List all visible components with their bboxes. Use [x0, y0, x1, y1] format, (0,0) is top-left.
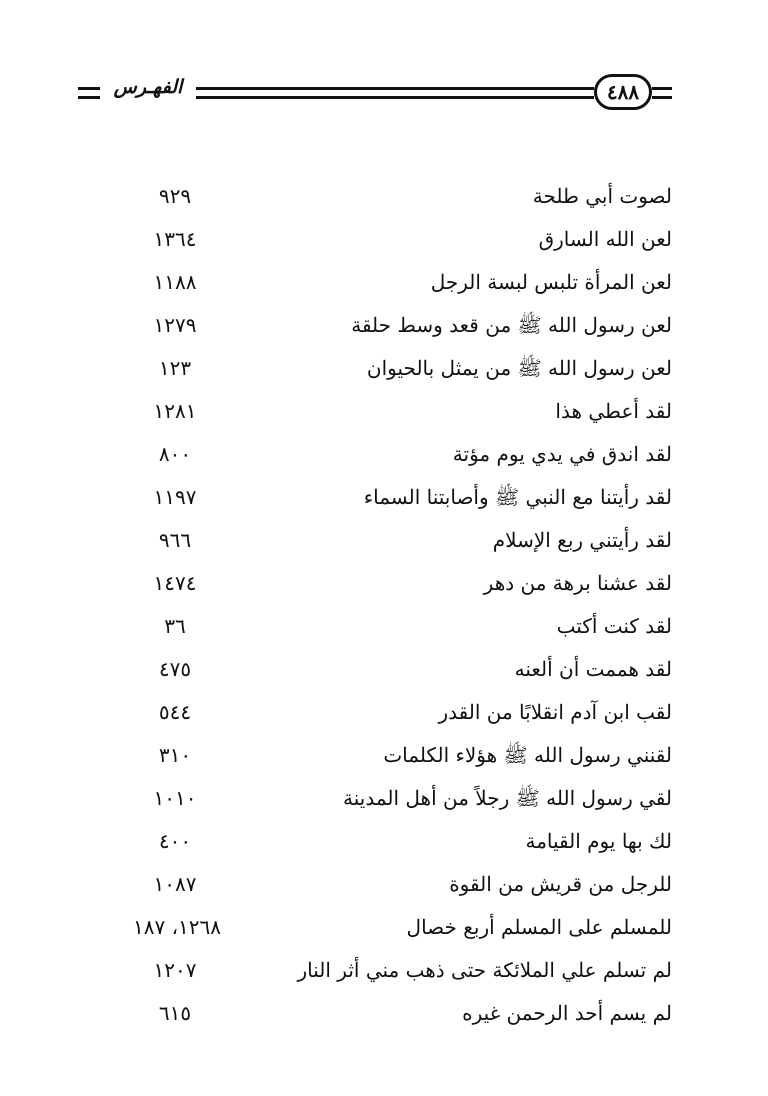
entry-text: لعن رسول الله ﷺ من يمثل بالحيوان	[366, 356, 672, 380]
index-entry	[0, 952, 768, 995]
index-entry	[0, 393, 768, 436]
entry-text: لعن المرأة تلبس لبسة الرجل	[430, 270, 672, 294]
entry-page-number: ١٢٨١	[153, 399, 197, 423]
entry-page-number: ٣٦	[164, 614, 186, 638]
entry-page-number: ١٠١٠	[153, 786, 197, 810]
header-rule-left	[78, 87, 100, 99]
entry-page-number: ١١٩٧	[153, 485, 197, 509]
entry-page-number: ٨٠٠	[158, 442, 192, 466]
header-rule-right	[652, 87, 672, 99]
index-entry	[0, 350, 768, 393]
index-entry	[0, 909, 768, 952]
index-entry	[0, 694, 768, 737]
entry-text: لك بها يوم القيامة	[525, 829, 672, 853]
entry-text: لقد أعطي هذا	[555, 399, 672, 423]
entry-page-number: ٣١٠	[158, 743, 192, 767]
index-list	[0, 178, 768, 1038]
entry-page-number: ١٣٦٤	[153, 227, 197, 251]
index-entry	[0, 264, 768, 307]
index-entry	[0, 737, 768, 780]
entry-page-number: ٦١٥	[158, 1001, 192, 1025]
index-entry	[0, 866, 768, 909]
entry-text: للرجل من قريش من القوة	[449, 872, 672, 896]
entry-page-number: ١١٨٨	[153, 270, 197, 294]
index-entry	[0, 307, 768, 350]
index-entry	[0, 221, 768, 264]
entry-text: لقد رأيتنا مع النبي ﷺ وأصابتنا السماء	[363, 485, 672, 509]
entry-text: لقب ابن آدم انقلابًا من القدر	[438, 700, 672, 724]
entry-page-number: ١٢٠٧	[153, 958, 197, 982]
entry-text: لم تسلم علي الملائكة حتى ذهب مني أثر النار	[297, 958, 672, 982]
entry-page-number: ١٢٦٨، ١٨٧	[132, 915, 221, 939]
entry-page-number: ٩٢٩	[158, 184, 192, 208]
running-title: الفهـرس	[113, 76, 183, 98]
index-entry	[0, 479, 768, 522]
entry-text: لعن رسول الله ﷺ من قعد وسط حلقة	[351, 313, 672, 337]
index-entry	[0, 565, 768, 608]
index-entry	[0, 780, 768, 823]
entry-text: لصوت أبي طلحة	[532, 184, 672, 208]
entry-page-number: ٤٠٠	[158, 829, 192, 853]
entry-text: لقي رسول الله ﷺ رجلاً من أهل المدينة	[343, 786, 672, 810]
index-entry	[0, 522, 768, 565]
entry-text: للمسلم على المسلم أربع خصال	[406, 915, 672, 939]
entry-page-number: ٩٦٦	[158, 528, 192, 552]
entry-page-number: ١٤٧٤	[153, 571, 197, 595]
entry-text: لقد اندق في يدي يوم مؤتة	[452, 442, 672, 466]
index-entry	[0, 823, 768, 866]
index-entry	[0, 436, 768, 479]
entry-text: لم يسم أحد الرحمن غيره	[462, 1001, 672, 1025]
entry-page-number: ١٢٧٩	[153, 313, 197, 337]
entry-page-number: ٤٧٥	[158, 657, 192, 681]
index-entry	[0, 651, 768, 694]
entry-page-number: ١٠٨٧	[153, 872, 197, 896]
entry-text: لقنني رسول الله ﷺ هؤلاء الكلمات	[383, 743, 672, 767]
entry-text: لعن الله السارق	[538, 227, 672, 251]
entry-page-number: ٥٤٤	[158, 700, 192, 724]
entry-text: لقد رأيتني ربع الإسلام	[492, 528, 672, 552]
index-entry	[0, 608, 768, 651]
entry-text: لقد كنت أكتب	[556, 614, 672, 638]
entry-text: لقد هممت أن ألعنه	[514, 657, 672, 681]
entry-page-number: ١٢٣	[158, 356, 192, 380]
index-entry	[0, 995, 768, 1038]
header-rule-long	[196, 87, 594, 99]
index-entry	[0, 178, 768, 221]
entry-text: لقد عشنا برهة من دهر	[483, 571, 672, 595]
page-number: ٤٨٨	[594, 74, 652, 110]
